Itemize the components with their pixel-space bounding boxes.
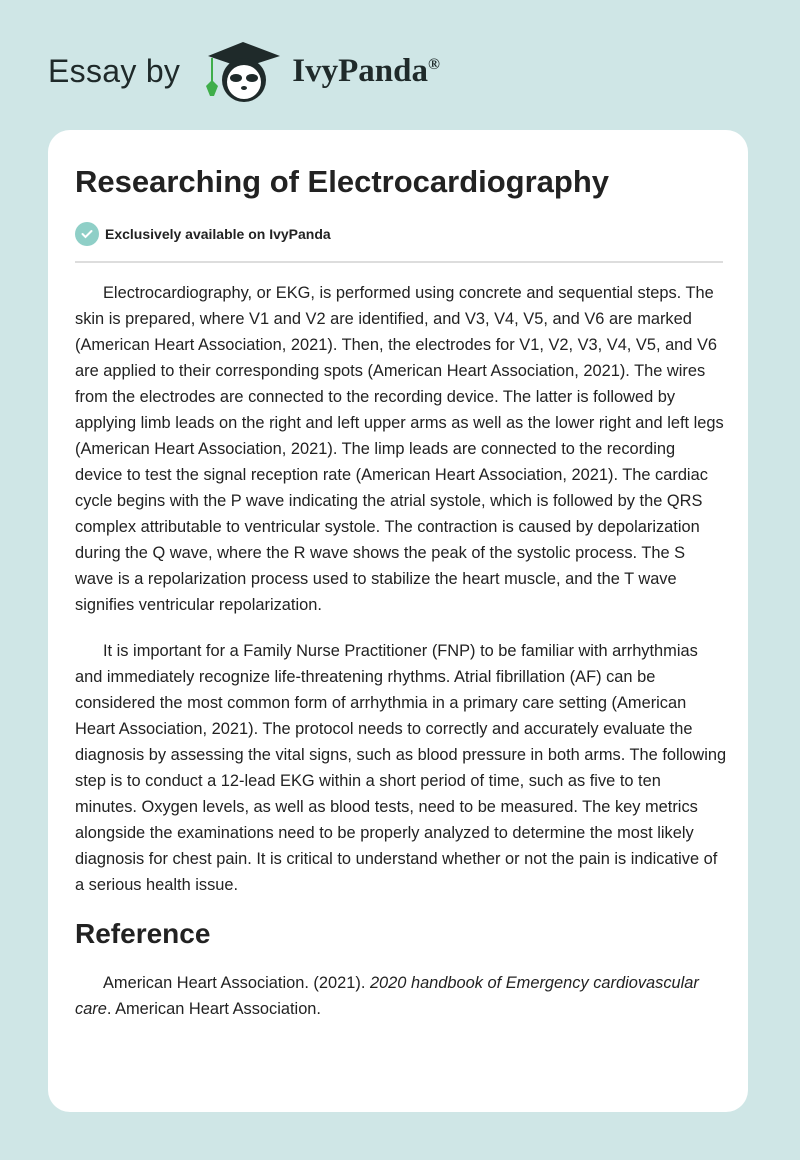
paragraph: Electrocardiography, or EKG, is performed using concrete and sequential steps. The skin is prepared, where V1 and V2 are identified, and V3, V4, V5, and V6 are marked (American Heart Association, 2021). Then, the electrodes for V1, V2, V3, V4, V5, and V6 are applied to their corresponding spots (American Heart Association, 2021). The wires from the electrodes are connected to the recording device. The latter is followed by applying limb leads on the right and left upper arms as well as the lower right and left legs (American Heart Association, 2021). The limp leads are connected to the recording device to test the signal reception rate (American Heart Association, 2021). The cardiac cycle begins with the P wave indicating the atrial systole, which is followed by the QRS complex attributable to ventricular systole. The contraction is caused by depolarization during the Q wave, where the R wave shows the peak of the systolic process. The S wave is a repolarization process used to stabilize the heart muscle, and the T wave signifies ventricular repolarization. bbox=[75, 284, 724, 614]
page-title: Researching of Electrocardiography bbox=[75, 164, 610, 199]
exclusive-badge bbox=[75, 222, 331, 246]
badge-text: Exclusively available on IvyPanda bbox=[105, 226, 331, 242]
divider bbox=[75, 261, 723, 263]
reference-entry: American Heart Association. (2021). 2020 handbook of Emergency cardiovascular care. American Heart Association. bbox=[75, 974, 699, 1018]
brand-name: IvyPanda® bbox=[292, 52, 440, 89]
essay-card bbox=[48, 130, 748, 1112]
check-icon bbox=[75, 222, 99, 246]
reference-heading: Reference bbox=[75, 918, 211, 949]
paragraph: It is important for a Family Nurse Practitioner (FNP) to be familiar with arrhythmias and immediately recognize life-threatening rhythms. Atrial fibrillation (AF) can be considered the most common form of arrhythmia in a primary care setting (American Heart Association, 2021). The protocol needs to correctly and accurately evaluate the diagnosis by assessing the vital signs, such as blood pressure in both arms. The following step is to conduct a 12-lead EKG within a short period of time, such as five to ten minutes. Oxygen levels, as well as blood tests, need to be measured. The key metrics alongside the examinations need to be properly analyzed to determine the most likely diagnosis for chest pain. It is critical to understand whether or not the pain is indicative of a serious health issue. bbox=[75, 642, 727, 894]
essay-by-label: Essay by bbox=[48, 52, 181, 89]
site-header bbox=[48, 36, 440, 106]
panda-logo-icon bbox=[198, 36, 284, 106]
ivypanda-logo[interactable] bbox=[198, 36, 440, 106]
essay-body bbox=[75, 280, 727, 1042]
